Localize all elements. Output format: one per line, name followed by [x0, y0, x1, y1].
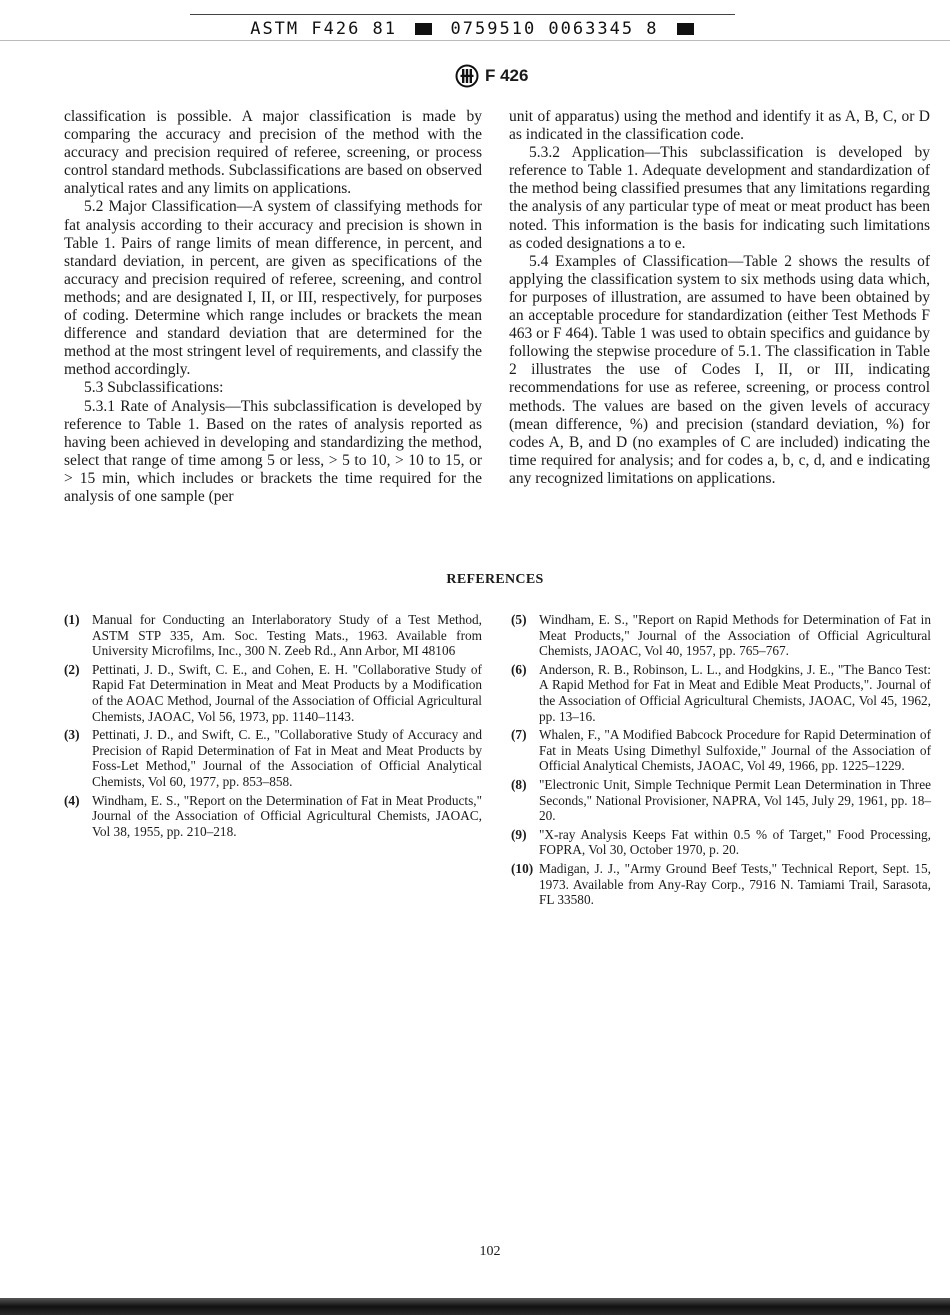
references-right-column [511, 612, 931, 911]
header-divider [0, 40, 950, 41]
document-number: 0759510 0063345 8 [450, 19, 659, 39]
reference-text: "X-ray Analysis Keeps Fat within 0.5 % of Target," Food Processing, FOPRA, Vol 30, October 1970, p. 20. [539, 826, 931, 858]
reference-item [511, 777, 931, 824]
reference-number: (8) [511, 776, 527, 792]
reference-text: Anderson, R. B., Robinson, L. L., and Hodgkins, J. E., "The Banco Test: A Rapid Method for Fat in Meat and Edible Meat Products,". Journal of the Association of Official Agricultural Chemists, JAOAC, Vol 45, 1962, pp. 13–16. [539, 661, 931, 724]
reference-text: Pettinati, J. D., Swift, C. E., and Cohen, E. H. "Collaborative Study of Rapid Fat Determination in Meat and Meat Products by a Modification of the AOAC Method, Journal of the Association of Official Agricultural Chemists, JAOAC, Vol 56, 1973, pp. 1140–1143. [92, 661, 482, 724]
paragraph: 5.3.1 Rate of Analysis—This subclassification is developed by reference to Table 1. Based on the rates of analysis reported as having been achieved in developing and standardizing the method, select that range of time among 5 or less, > 5 to 10, > 10 to 15, or > 15 min, which includes or brackets the time required for the analysis of one sample (per [64, 397, 482, 505]
right-text-column [509, 108, 930, 488]
paragraph: 5.3.2 Application—This subclassification is developed by reference to Table 1. Adequate development and standardization of the method being classified presumes that any limitations regarding the analysis of any particular type of meat or meat product has been noted. This information is the basis for indicating such limitations as coded designations a to e. [509, 144, 930, 252]
reference-number: (5) [511, 612, 527, 627]
references-left-column [64, 612, 482, 842]
reference-item [511, 727, 931, 774]
reference-number: (1) [64, 612, 80, 627]
reference-number: (7) [511, 727, 527, 743]
reference-text: Manual for Conducting an Interlaboratory Study of a Test Method, ASTM STP 335, Am. Soc. Testing Mats., 1963. Available from University Microfilms, Inc., 300 N. Zeeb Rd., Ann Arbor, MI 48106 [92, 612, 482, 659]
reference-number: (3) [64, 727, 80, 743]
reference-item [511, 827, 931, 858]
reference-text: Whalen, F., "A Modified Babcock Procedure for Rapid Determination of Fat in Meats Using Dimethyl Sulfoxide," Journal of the Association of Official Analytical Chemists, JAOAC, Vol 49, 1966, pp. 1225–1229. [539, 727, 931, 774]
reference-text: Pettinati, J. D., and Swift, C. E., "Collaborative Study of Accuracy and Precision of Rapid Determination of Fat in Meat and Meat Products by Foss-Let Method," Journal of the Association of Official Analytical Chemists, Vol 60, 1977, pp. 853–858. [92, 727, 482, 789]
reference-item [511, 861, 931, 908]
reference-text: Windham, E. S., "Report on Rapid Methods for Determination of Fat in Meat Products," Journal of the Association of Official Agricultural Chemists, JAOAC, Vol 40, 1957, pp. 765–767. [539, 612, 931, 659]
reference-item [64, 793, 482, 840]
page-number: 102 [479, 1244, 501, 1259]
section-heading: 5.3 Subclassifications: [84, 379, 224, 397]
reference-item [64, 727, 482, 789]
designation-header [455, 64, 528, 88]
reference-number: (10) [511, 860, 534, 876]
reference-number: (9) [511, 826, 527, 842]
document-code-header [0, 19, 950, 39]
reference-number: (6) [511, 661, 527, 677]
astm-code: ASTM F426 81 [250, 19, 398, 39]
reference-item [511, 612, 931, 659]
black-marker-icon [677, 23, 694, 35]
designation-number: F 426 [485, 66, 529, 85]
left-text-column [64, 108, 482, 506]
reference-text: Madigan, J. J., "Army Ground Beef Tests," Technical Report, Sept. 15, 1973. Available from Any-Ray Corp., 7916 N. Tamiami Trail, Sarasota, FL 33580. [539, 860, 931, 908]
reference-text: "Electronic Unit, Simple Technique Permit Lean Determination in Three Seconds," National Provisioner, NAPRA, Vol 145, July 29, 1961, pp. 18–20. [539, 776, 931, 824]
paragraph: unit of apparatus) using the method and identify it as A, B, C, or D as indicated in the classification code. [509, 108, 930, 144]
references-heading: REFERENCES [446, 572, 544, 587]
header-rule [190, 14, 735, 15]
reference-number: (2) [64, 661, 80, 677]
reference-number: (4) [64, 792, 80, 808]
paragraph: classification is possible. A major classification is made by comparing the accuracy and precision of the method with the accuracy and precision required of referee, screening, or process control standard methods. Subclassifications are based on observed analytical rates and any limits on applications. [64, 108, 482, 198]
astm-logo-icon [455, 64, 479, 88]
reference-item [64, 662, 482, 724]
reference-item [64, 612, 482, 659]
reference-text: Windham, E. S., "Report on the Determination of Fat in Meat Products," Journal of the Association of Official Agricultural Chemists, JAOAC, Vol 38, 1955, pp. 210–218. [92, 792, 482, 839]
paragraph: 5.4 Examples of Classification—Table 2 shows the results of applying the classification system to six methods using data which, for purposes of illustration, are assumed to have been obtained by an acceptable procedure for standardization (either Test Methods F 463 or F 464). Table 1 was used to obtain specifics and guidance by following the stepwise procedure of 5.1. The classification in Table 2 illustrates the use of Codes I, II, or III, indicating recommendations for use as referee, screening, or process control methods. The values are based on the given levels of accuracy (mean difference, %) and precision (standard deviation, %) for codes A, B, and D (no examples of C are included) indicating the time required for analysis; and for codes a, b, c, d, and e indicating any recognized limitations on applications. [509, 252, 930, 487]
black-marker-icon [415, 23, 432, 35]
scan-edge-bar [0, 1298, 950, 1315]
reference-item [511, 662, 931, 724]
paragraph: 5.2 Major Classification—A system of classifying methods for fat analysis according to their accuracy and precision is shown in Table 1. Pairs of range limits of mean difference, in percent, and standard deviation, in percent, are given as specifications of the accuracy and precision required of referee, screening, and control methods; and are designated I, II, or III, respectively, for purposes of coding. Determine which range includes or brackets the mean difference and standard deviation that are determined for the method at the most stringent level of requirements, and classify the method accordingly. [64, 198, 482, 379]
